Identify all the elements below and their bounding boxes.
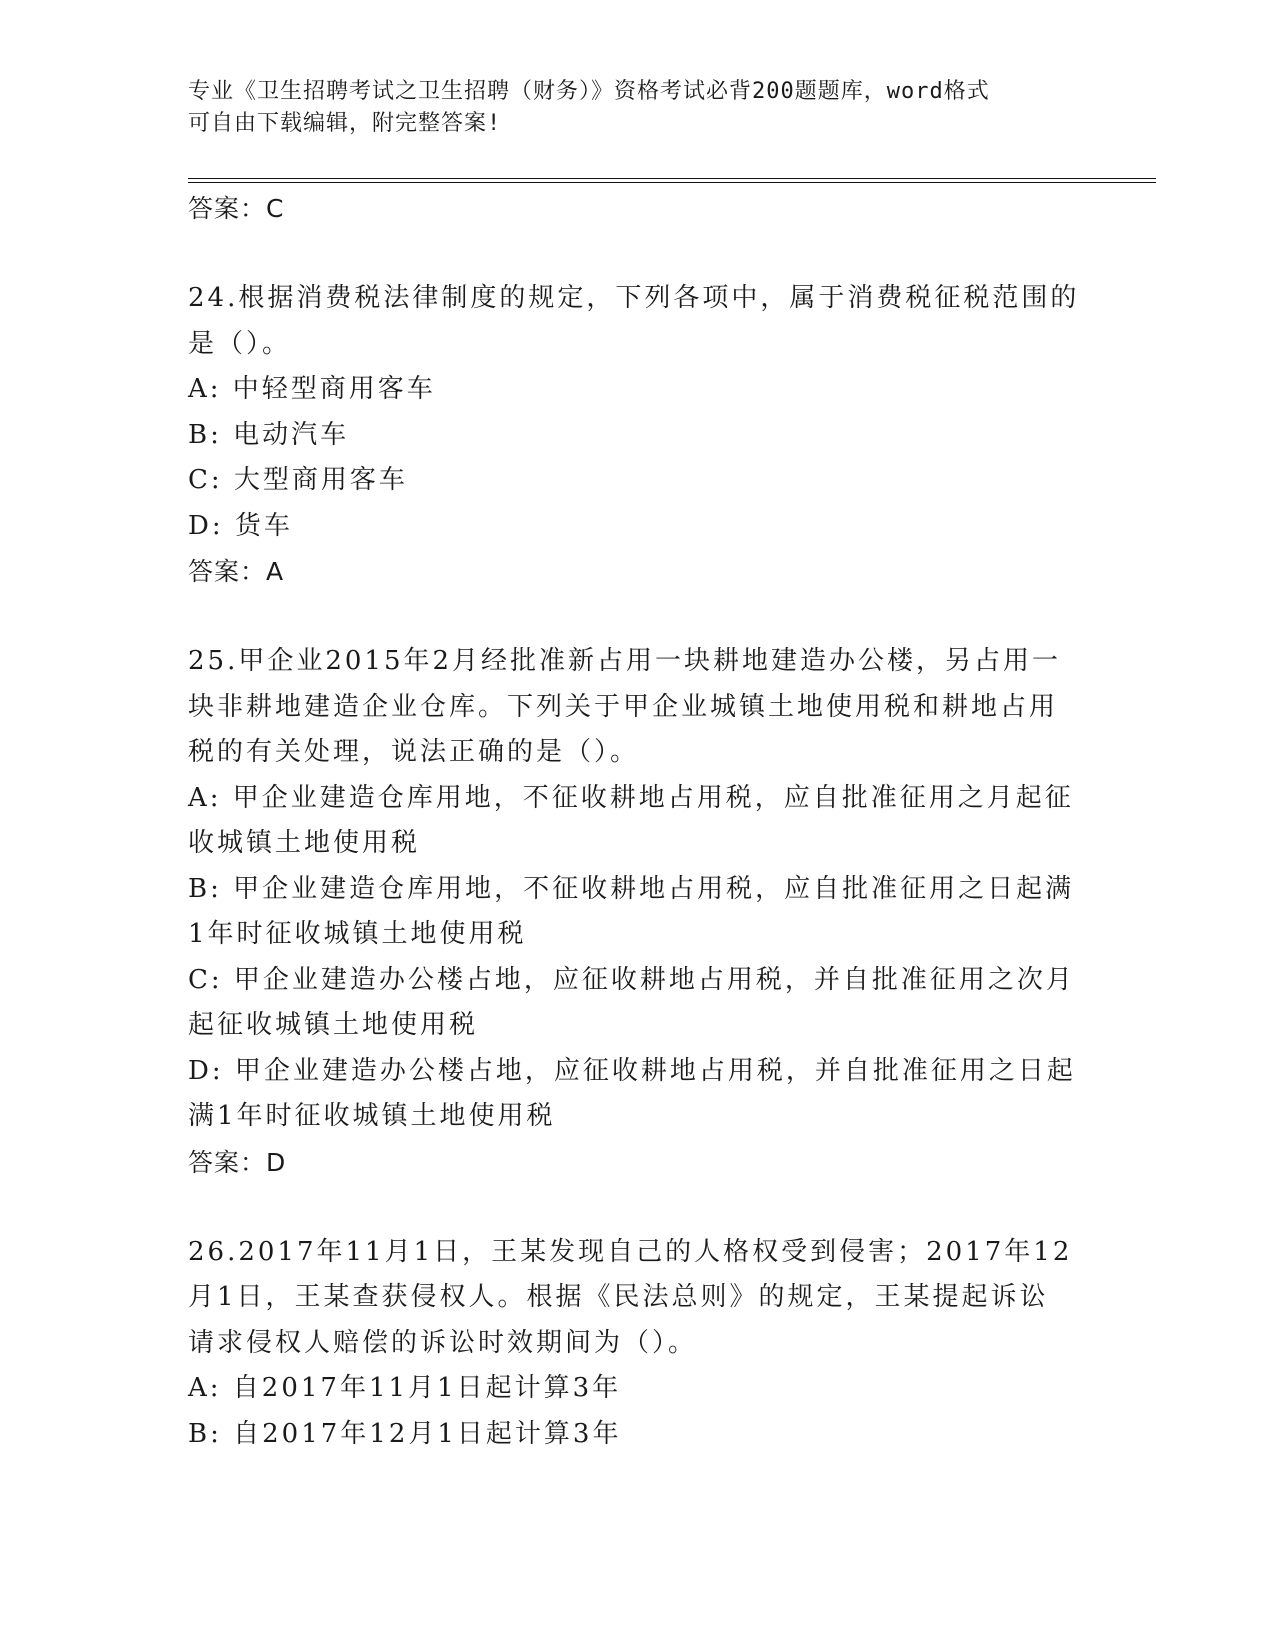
option-d: D: 货车 bbox=[188, 510, 293, 541]
document-header bbox=[188, 76, 1088, 140]
option-c: C: 大型商用客车 bbox=[188, 465, 408, 495]
option-a-continued: 收城镇土地使用税 bbox=[188, 828, 421, 858]
question-text-line: 24.根据消费税法律制度的规定，下列各项中，属于消费税征税范围的 bbox=[188, 283, 1080, 313]
header-divider-bottom bbox=[188, 182, 1156, 183]
option-a: A: 中轻型商用客车 bbox=[188, 374, 436, 404]
question-text-line: 块非耕地建造企业仓库。下列关于甲企业城镇土地使用税和耕地占用 bbox=[188, 691, 1059, 722]
option-b: B: 电动汽车 bbox=[188, 419, 350, 450]
answer-line: 答案：C bbox=[188, 194, 285, 223]
document-body bbox=[188, 186, 1088, 1457]
question-text-line: 是（）。 bbox=[188, 328, 292, 359]
option-a: A: 甲企业建造仓库用地，不征收耕地占用税，应自批准征用之月起征 bbox=[188, 782, 1074, 813]
option-d: D: 甲企业建造办公楼占地，应征收耕地占用税，并自批准征用之日起 bbox=[188, 1055, 1076, 1086]
option-b-continued: 1年时征收城镇土地使用税 bbox=[188, 919, 527, 949]
question-text-line: 26.2017年11月1日，王某发现自己的人格权受到侵害；2017年12 bbox=[188, 1236, 1073, 1267]
answer-line: 答案：D bbox=[188, 1147, 287, 1177]
question-text-line: 请求侵权人赔偿的诉讼时效期间为（）。 bbox=[188, 1327, 698, 1358]
header-line-2: 可自由下载编辑，附完整答案! bbox=[188, 111, 502, 136]
answer-line: 答案：A bbox=[188, 557, 285, 586]
header-divider-top bbox=[188, 178, 1156, 179]
question-25 bbox=[188, 639, 1088, 1186]
header-line-1: 专业《卫生招聘考试之卫生招聘（财务）》资格考试必背200题题库，word格式 bbox=[188, 79, 990, 104]
option-d-continued: 满1年时征收城镇土地使用税 bbox=[188, 1101, 556, 1131]
question-text-line: 月1日，王某查获侵权人。根据《民法总则》的规定，王某提起诉讼 bbox=[188, 1282, 1049, 1312]
option-a: A: 自2017年11月1日起计算3年 bbox=[188, 1373, 622, 1403]
option-c-continued: 起征收城镇土地使用税 bbox=[188, 1010, 479, 1040]
question-text-line: 25.甲企业2015年2月经批准新占用一块耕地建造办公楼，另占用一 bbox=[188, 646, 1062, 676]
question-24 bbox=[188, 276, 1088, 595]
option-c: C: 甲企业建造办公楼占地，应征收耕地占用税，并自批准征用之次月 bbox=[188, 964, 1075, 995]
question-26 bbox=[188, 1230, 1088, 1458]
question-text-line: 税的有关处理，说法正确的是（）。 bbox=[188, 737, 640, 767]
option-b: B: 自2017年12月1日起计算3年 bbox=[188, 1418, 622, 1449]
option-b: B: 甲企业建造仓库用地，不征收耕地占用税，应自批准征用之日起满 bbox=[188, 873, 1075, 904]
